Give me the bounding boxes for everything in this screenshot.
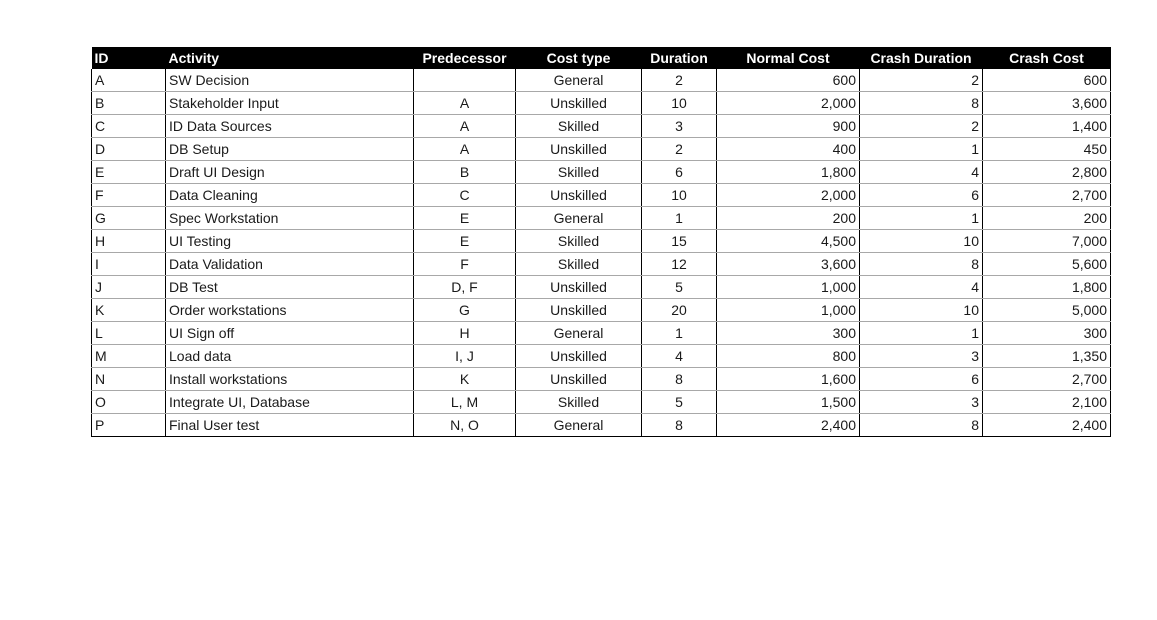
cell-id: B [92, 92, 166, 115]
cell-crash-cost: 600 [983, 69, 1111, 92]
table-row [92, 69, 1111, 92]
cell-duration: 2 [642, 138, 717, 161]
table-row [92, 368, 1111, 391]
activity-table [91, 47, 1111, 437]
cell-duration: 10 [642, 92, 717, 115]
cell-predecessor: E [414, 207, 516, 230]
cell-crash-duration: 1 [860, 207, 983, 230]
cell-activity: SW Decision [166, 69, 414, 92]
header-predecessor: Predecessor [414, 47, 516, 69]
cell-cost-type: Skilled [516, 391, 642, 414]
cell-predecessor: H [414, 322, 516, 345]
cell-normal-cost: 600 [717, 69, 860, 92]
cell-id: O [92, 391, 166, 414]
cell-normal-cost: 900 [717, 115, 860, 138]
cell-cost-type: Unskilled [516, 276, 642, 299]
cell-activity: Draft UI Design [166, 161, 414, 184]
cell-duration: 1 [642, 207, 717, 230]
cell-crash-duration: 8 [860, 92, 983, 115]
cell-crash-duration: 3 [860, 391, 983, 414]
cell-predecessor: D, F [414, 276, 516, 299]
cell-duration: 4 [642, 345, 717, 368]
table-row [92, 414, 1111, 437]
header-crash-cost: Crash Cost [983, 47, 1111, 69]
cell-crash-cost: 7,000 [983, 230, 1111, 253]
cell-normal-cost: 2,000 [717, 184, 860, 207]
table-header [92, 47, 1111, 69]
cell-crash-cost: 1,400 [983, 115, 1111, 138]
cell-crash-duration: 2 [860, 115, 983, 138]
cell-activity: Order workstations [166, 299, 414, 322]
cell-predecessor: I, J [414, 345, 516, 368]
cell-cost-type: Unskilled [516, 138, 642, 161]
cell-activity: ID Data Sources [166, 115, 414, 138]
cell-activity: Stakeholder Input [166, 92, 414, 115]
cell-activity: Integrate UI, Database [166, 391, 414, 414]
cell-cost-type: General [516, 322, 642, 345]
cell-crash-duration: 6 [860, 184, 983, 207]
header-id: ID [92, 47, 166, 69]
cell-predecessor: F [414, 253, 516, 276]
cell-predecessor: G [414, 299, 516, 322]
cell-activity: Final User test [166, 414, 414, 437]
cell-crash-duration: 6 [860, 368, 983, 391]
header-row [92, 47, 1111, 69]
cell-id: M [92, 345, 166, 368]
cell-predecessor: A [414, 138, 516, 161]
cell-cost-type: General [516, 69, 642, 92]
table-row [92, 115, 1111, 138]
cell-cost-type: Skilled [516, 253, 642, 276]
cell-predecessor: A [414, 92, 516, 115]
cell-predecessor: L, M [414, 391, 516, 414]
cell-crash-cost: 5,600 [983, 253, 1111, 276]
cell-crash-duration: 8 [860, 414, 983, 437]
cell-activity: Spec Workstation [166, 207, 414, 230]
cell-cost-type: General [516, 414, 642, 437]
cell-duration: 6 [642, 161, 717, 184]
table-row [92, 138, 1111, 161]
cell-duration: 15 [642, 230, 717, 253]
cell-predecessor: B [414, 161, 516, 184]
cell-predecessor: N, O [414, 414, 516, 437]
cell-id: N [92, 368, 166, 391]
cell-activity: DB Test [166, 276, 414, 299]
cell-activity: DB Setup [166, 138, 414, 161]
cell-crash-cost: 3,600 [983, 92, 1111, 115]
cell-activity: Install workstations [166, 368, 414, 391]
cell-crash-duration: 4 [860, 276, 983, 299]
cell-id: C [92, 115, 166, 138]
table-row [92, 184, 1111, 207]
cell-id: P [92, 414, 166, 437]
cell-id: A [92, 69, 166, 92]
cell-normal-cost: 1,000 [717, 299, 860, 322]
cell-predecessor: A [414, 115, 516, 138]
cell-cost-type: Skilled [516, 161, 642, 184]
cell-normal-cost: 800 [717, 345, 860, 368]
cell-crash-cost: 1,800 [983, 276, 1111, 299]
cell-id: J [92, 276, 166, 299]
cell-duration: 5 [642, 276, 717, 299]
cell-duration: 12 [642, 253, 717, 276]
cell-id: I [92, 253, 166, 276]
cell-activity: Load data [166, 345, 414, 368]
table-row [92, 299, 1111, 322]
cell-cost-type: Unskilled [516, 345, 642, 368]
cell-id: G [92, 207, 166, 230]
cell-crash-duration: 10 [860, 230, 983, 253]
cell-normal-cost: 2,000 [717, 92, 860, 115]
cell-normal-cost: 4,500 [717, 230, 860, 253]
header-cost-type: Cost type [516, 47, 642, 69]
cell-activity: Data Cleaning [166, 184, 414, 207]
cell-id: K [92, 299, 166, 322]
cell-crash-cost: 2,700 [983, 184, 1111, 207]
table-row [92, 322, 1111, 345]
cell-normal-cost: 1,800 [717, 161, 860, 184]
header-activity: Activity [166, 47, 414, 69]
table-row [92, 276, 1111, 299]
cell-activity: UI Sign off [166, 322, 414, 345]
cell-id: E [92, 161, 166, 184]
cell-crash-cost: 2,100 [983, 391, 1111, 414]
cell-crash-duration: 2 [860, 69, 983, 92]
cell-crash-cost: 200 [983, 207, 1111, 230]
table-row [92, 161, 1111, 184]
cell-crash-duration: 1 [860, 138, 983, 161]
cell-duration: 5 [642, 391, 717, 414]
cell-crash-cost: 2,800 [983, 161, 1111, 184]
cell-normal-cost: 2,400 [717, 414, 860, 437]
cell-normal-cost: 1,500 [717, 391, 860, 414]
cell-normal-cost: 3,600 [717, 253, 860, 276]
cell-crash-duration: 1 [860, 322, 983, 345]
cell-normal-cost: 200 [717, 207, 860, 230]
cell-crash-duration: 10 [860, 299, 983, 322]
cell-duration: 1 [642, 322, 717, 345]
cell-normal-cost: 400 [717, 138, 860, 161]
cell-duration: 8 [642, 414, 717, 437]
cell-cost-type: Unskilled [516, 184, 642, 207]
cell-normal-cost: 1,000 [717, 276, 860, 299]
table-row [92, 391, 1111, 414]
cell-crash-cost: 2,400 [983, 414, 1111, 437]
table-row [92, 92, 1111, 115]
cell-id: L [92, 322, 166, 345]
cell-crash-cost: 300 [983, 322, 1111, 345]
cell-normal-cost: 1,600 [717, 368, 860, 391]
cell-cost-type: Unskilled [516, 299, 642, 322]
cell-crash-cost: 450 [983, 138, 1111, 161]
cell-crash-duration: 8 [860, 253, 983, 276]
cell-activity: Data Validation [166, 253, 414, 276]
cell-cost-type: Unskilled [516, 368, 642, 391]
cell-cost-type: Unskilled [516, 92, 642, 115]
cell-duration: 10 [642, 184, 717, 207]
cell-id: H [92, 230, 166, 253]
header-crash-duration: Crash Duration [860, 47, 983, 69]
cell-id: D [92, 138, 166, 161]
cell-id: F [92, 184, 166, 207]
cell-crash-duration: 3 [860, 345, 983, 368]
table-row [92, 345, 1111, 368]
cell-crash-duration: 4 [860, 161, 983, 184]
cell-predecessor: K [414, 368, 516, 391]
cell-duration: 2 [642, 69, 717, 92]
cell-duration: 3 [642, 115, 717, 138]
cell-duration: 20 [642, 299, 717, 322]
cell-crash-cost: 5,000 [983, 299, 1111, 322]
table-body [92, 69, 1111, 437]
cell-predecessor: C [414, 184, 516, 207]
cell-cost-type: Skilled [516, 230, 642, 253]
cell-cost-type: General [516, 207, 642, 230]
header-duration: Duration [642, 47, 717, 69]
table-row [92, 230, 1111, 253]
cell-normal-cost: 300 [717, 322, 860, 345]
table-row [92, 253, 1111, 276]
cell-predecessor: E [414, 230, 516, 253]
cell-crash-cost: 1,350 [983, 345, 1111, 368]
cell-crash-cost: 2,700 [983, 368, 1111, 391]
header-normal-cost: Normal Cost [717, 47, 860, 69]
cell-cost-type: Skilled [516, 115, 642, 138]
table-row [92, 207, 1111, 230]
cell-predecessor [414, 69, 516, 92]
cell-duration: 8 [642, 368, 717, 391]
cell-activity: UI Testing [166, 230, 414, 253]
